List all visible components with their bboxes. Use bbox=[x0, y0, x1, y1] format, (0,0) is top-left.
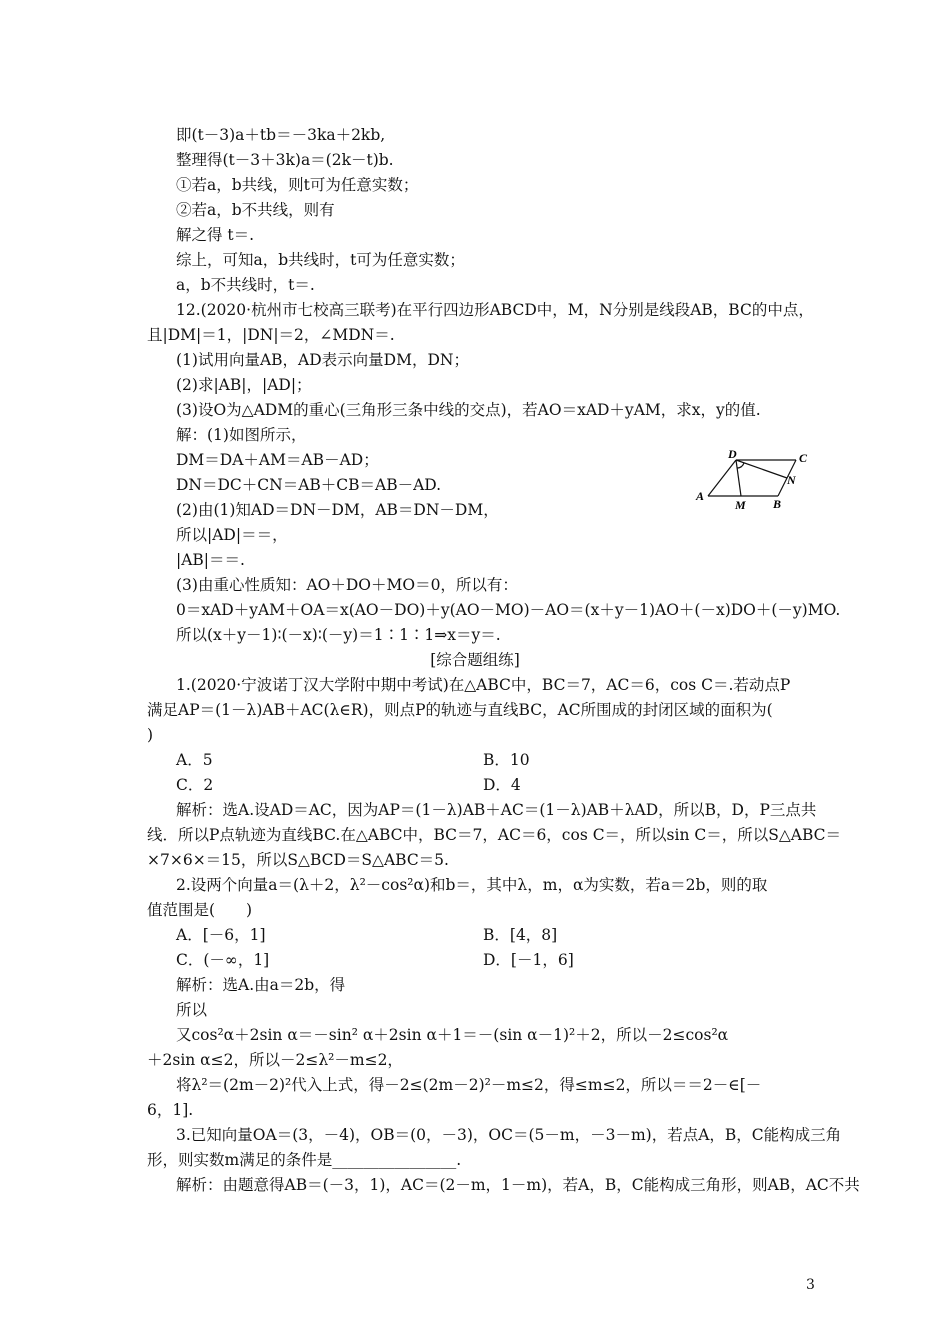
text-line: |AB|＝＝. bbox=[176, 551, 245, 569]
text-line: 且|DM|＝1，|DN|＝2，∠MDN＝. bbox=[147, 326, 395, 344]
text-line: 综上，可知a，b共线时，t可为任意实数； bbox=[176, 251, 465, 269]
text-line: 又cos²α＋2sin α＝－sin² α＋2sin α＋1＝－(sin α－1)²＋2，所以－2≤cos²α bbox=[176, 1026, 729, 1044]
page-number: 3 bbox=[806, 1277, 815, 1293]
label-b: B bbox=[773, 497, 782, 511]
label-n: N bbox=[787, 473, 796, 487]
choice-b: B．10 bbox=[483, 751, 530, 769]
text-line: 所以(x＋y－1)∶(－x)∶(－y)＝1∶1∶1⇒x＝y＝. bbox=[176, 626, 501, 644]
parallelogram-figure bbox=[688, 444, 818, 514]
text-line: ×7×6×＝15，所以S△BCD＝S△ABC＝5. bbox=[147, 851, 449, 869]
question-1-stem: 1.(2020·宁波诺丁汉大学附中期中考试)在△ABC中，BC＝7，AC＝6，cos C＝.若动点P bbox=[176, 676, 791, 694]
text-line: 形，则实数m满足的条件是________________. bbox=[147, 1151, 462, 1169]
text-line: ) bbox=[147, 726, 154, 744]
text-line: DM＝DA＋AM＝AB－AD； bbox=[176, 451, 379, 469]
text-line: 所以 bbox=[176, 1001, 208, 1019]
text-line: (2)求|AB|，|AD|； bbox=[176, 376, 312, 394]
section-heading: [综合题组练] bbox=[430, 651, 520, 669]
text-line: 0＝xAD＋yAM＋OA＝x(AO－DO)＋y(AO－MO)－AO＝(x＋y－1)AO＋(－x)DO＋(－y)MO. bbox=[176, 601, 841, 619]
text-line: ①若a，b共线，则t可为任意实数； bbox=[176, 176, 419, 194]
choice-c: C．(－∞，1] bbox=[176, 951, 270, 969]
text-line: 即(t－3)a＋tb＝－3ka＋2kb, bbox=[176, 126, 386, 144]
text-line: 解：(1)如图所示， bbox=[176, 426, 307, 444]
text-line: 解析：由题意得AB＝(－3，1)，AC＝(2－m，1－m)，若A，B，C能构成三角形，则AB，AC不共 bbox=[176, 1176, 860, 1194]
label-a: A bbox=[696, 489, 705, 503]
label-d: D bbox=[728, 447, 737, 461]
text-line: 将λ²＝(2m－2)²代入上式，得－2≤(2m－2)²－m≤2，得≤m≤2，所以＝＝2－∈[－ bbox=[176, 1076, 762, 1094]
choice-d: D．4 bbox=[483, 776, 521, 794]
text-line: 线．所以P点轨迹为直线BC.在△ABC中，BC＝7，AC＝6，cos C＝，所以sin C＝，所以S△ABC＝ bbox=[147, 826, 842, 844]
question-3-stem: 3.已知向量OA＝(3，－4)，OB＝(0，－3)，OC＝(5－m，－3－m)，若点A，B，C能构成三角 bbox=[176, 1126, 842, 1144]
label-m: M bbox=[735, 498, 746, 512]
text-line: 所以|AD|＝＝， bbox=[176, 526, 288, 544]
text-line: (1)试用向量AB，AD表示向量DM，DN； bbox=[176, 351, 469, 369]
choice-c: C．2 bbox=[176, 776, 214, 794]
text-line: (2)由(1)知AD＝DN－DM，AB＝DN－DM， bbox=[176, 501, 499, 519]
text-line: ②若a，b不共线，则有 bbox=[176, 201, 335, 219]
choice-a: A．5 bbox=[176, 751, 213, 769]
question-12-stem: 12.(2020·杭州市七校高三联考)在平行四边形ABCD中，M，N分别是线段AB，BC的中点， bbox=[176, 301, 814, 319]
choice-b: B．[4，8] bbox=[483, 926, 558, 944]
label-c: C bbox=[799, 451, 808, 465]
segment-dm bbox=[736, 460, 741, 496]
text-line: 解析：选A.由a＝2b，得 bbox=[176, 976, 346, 994]
text-line: 解析：选A.设AD＝AC，因为AP＝(1－λ)AB＋AC＝(1－λ)AB＋λAD，所以B，D，P三点共 bbox=[176, 801, 817, 819]
text-line: DN＝DC＋CN＝AB＋CB＝AB－AD. bbox=[176, 476, 442, 494]
text-line: 满足AP＝(1－λ)AB＋AC(λ∈R)，则点P的轨迹与直线BC，AC所围成的封闭区域的面积为( bbox=[147, 701, 773, 719]
angle-mdn-arc bbox=[737, 463, 744, 468]
text-line: 解之得 t＝. bbox=[176, 226, 255, 244]
text-line: 整理得(t－3＋3k)a＝(2k－t)b. bbox=[176, 151, 394, 169]
text-line: 6，1]. bbox=[147, 1101, 194, 1119]
text-line: (3)由重心性质知：AO＋DO＋MO＝0，所以有： bbox=[176, 576, 518, 594]
question-2-stem: 2.设两个向量a＝(λ＋2，λ²－cos²α)和b＝，其中λ，m，α为实数，若a＝2b，则的取 bbox=[176, 876, 768, 894]
edge-ad bbox=[708, 460, 736, 496]
choice-d: D．[－1，6] bbox=[483, 951, 574, 969]
text-line: 值范围是( ) bbox=[147, 901, 253, 919]
choice-a: A．[－6，1] bbox=[176, 926, 266, 944]
text-line: a，b不共线时，t＝. bbox=[176, 276, 315, 294]
text-line: ＋2sin α≤2，所以－2≤λ²－m≤2， bbox=[147, 1051, 403, 1069]
segment-dn bbox=[736, 460, 787, 478]
text-line: (3)设O为△ADM的重心(三角形三条中线的交点)，若AO＝xAD＋yAM，求x，y的值. bbox=[176, 401, 761, 419]
